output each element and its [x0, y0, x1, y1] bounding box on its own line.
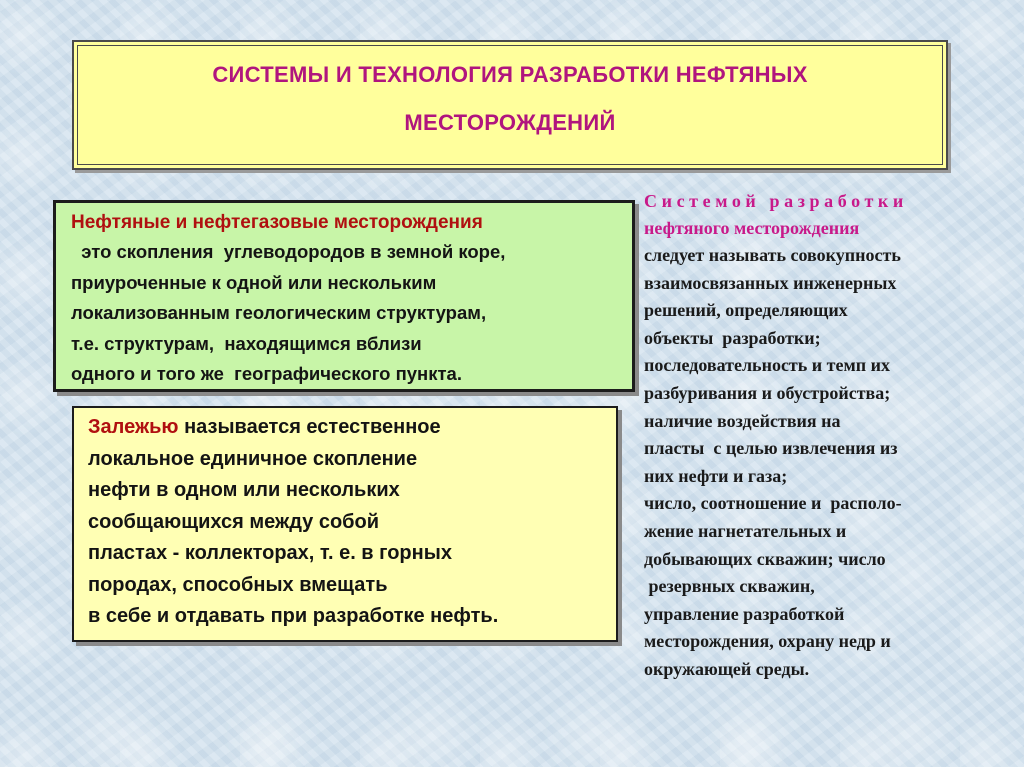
development-system-subheading: нефтяного месторождения [644, 218, 860, 238]
title-line-2: МЕСТОРОЖДЕНИЙ [404, 110, 616, 135]
deposit-definition-heading: Нефтяные и нефтегазовые месторождения [71, 212, 483, 233]
development-system-heading: Системой разработки [644, 191, 908, 211]
development-system-line: них нефти и газа; [644, 465, 788, 486]
development-system-line: жение нагнетательных и [644, 520, 847, 541]
development-system-line: резервных скважин, [644, 576, 815, 597]
reservoir-first-line-rest: называется естественное [178, 416, 441, 438]
deposit-definition-line: локализованным геологическим структурам, [71, 302, 487, 323]
development-system-line: добывающих скважин; число [644, 548, 886, 569]
development-system-line: объекты разработки; [644, 327, 821, 348]
deposit-definition-line: одного и того же географического пункта. [71, 363, 462, 384]
development-system-line: разбуривания и обустройства; [644, 382, 891, 403]
reservoir-definition-line: пластах - коллекторах, т. е. в горных [88, 542, 452, 564]
development-system-definition [644, 188, 1016, 684]
deposit-definition-line: это скопления углеводородов в земной коре, [71, 241, 506, 262]
reservoir-definition-line: породах, способных вмещать [88, 573, 388, 596]
deposit-definition-box [53, 200, 635, 392]
reservoir-definition-line: в себе и отдавать при разработке нефть. [88, 605, 499, 627]
title-box [72, 40, 948, 170]
development-system-line: число, соотношение и располо- [644, 493, 902, 514]
title-line-1: СИСТЕМЫ И ТЕХНОЛОГИЯ РАЗРАБОТКИ НЕФТЯНЫХ [212, 62, 808, 87]
development-system-line: взаимосвязанных инженерных [644, 272, 897, 293]
deposit-definition-line: т.е. структурам, находящимся вблизи [71, 332, 422, 354]
reservoir-definition-box [72, 406, 618, 642]
development-system-line: пласты с целью извлечения из [644, 438, 898, 459]
deposit-definition-line: приуроченные к одной или нескольким [71, 271, 437, 293]
development-system-line: наличие воздействия на [644, 410, 841, 431]
reservoir-definition-line: локальное единичное скопление [88, 447, 418, 470]
development-system-line: следует называть совокупность [644, 245, 901, 265]
reservoir-definition-line: сообщающихся между собой [88, 510, 380, 533]
reservoir-term: Залежью [88, 416, 179, 438]
development-system-line: решений, определяющих [644, 300, 848, 321]
development-system-line: управление разработкой [644, 603, 845, 624]
development-system-line: окружающей среды. [644, 658, 810, 679]
reservoir-definition-first-line [88, 412, 616, 444]
reservoir-definition-line: нефти в одном или нескольких [88, 479, 400, 501]
development-system-line: месторождения, охрану недр и [644, 631, 891, 652]
development-system-line: последовательность и темп их [644, 355, 890, 376]
